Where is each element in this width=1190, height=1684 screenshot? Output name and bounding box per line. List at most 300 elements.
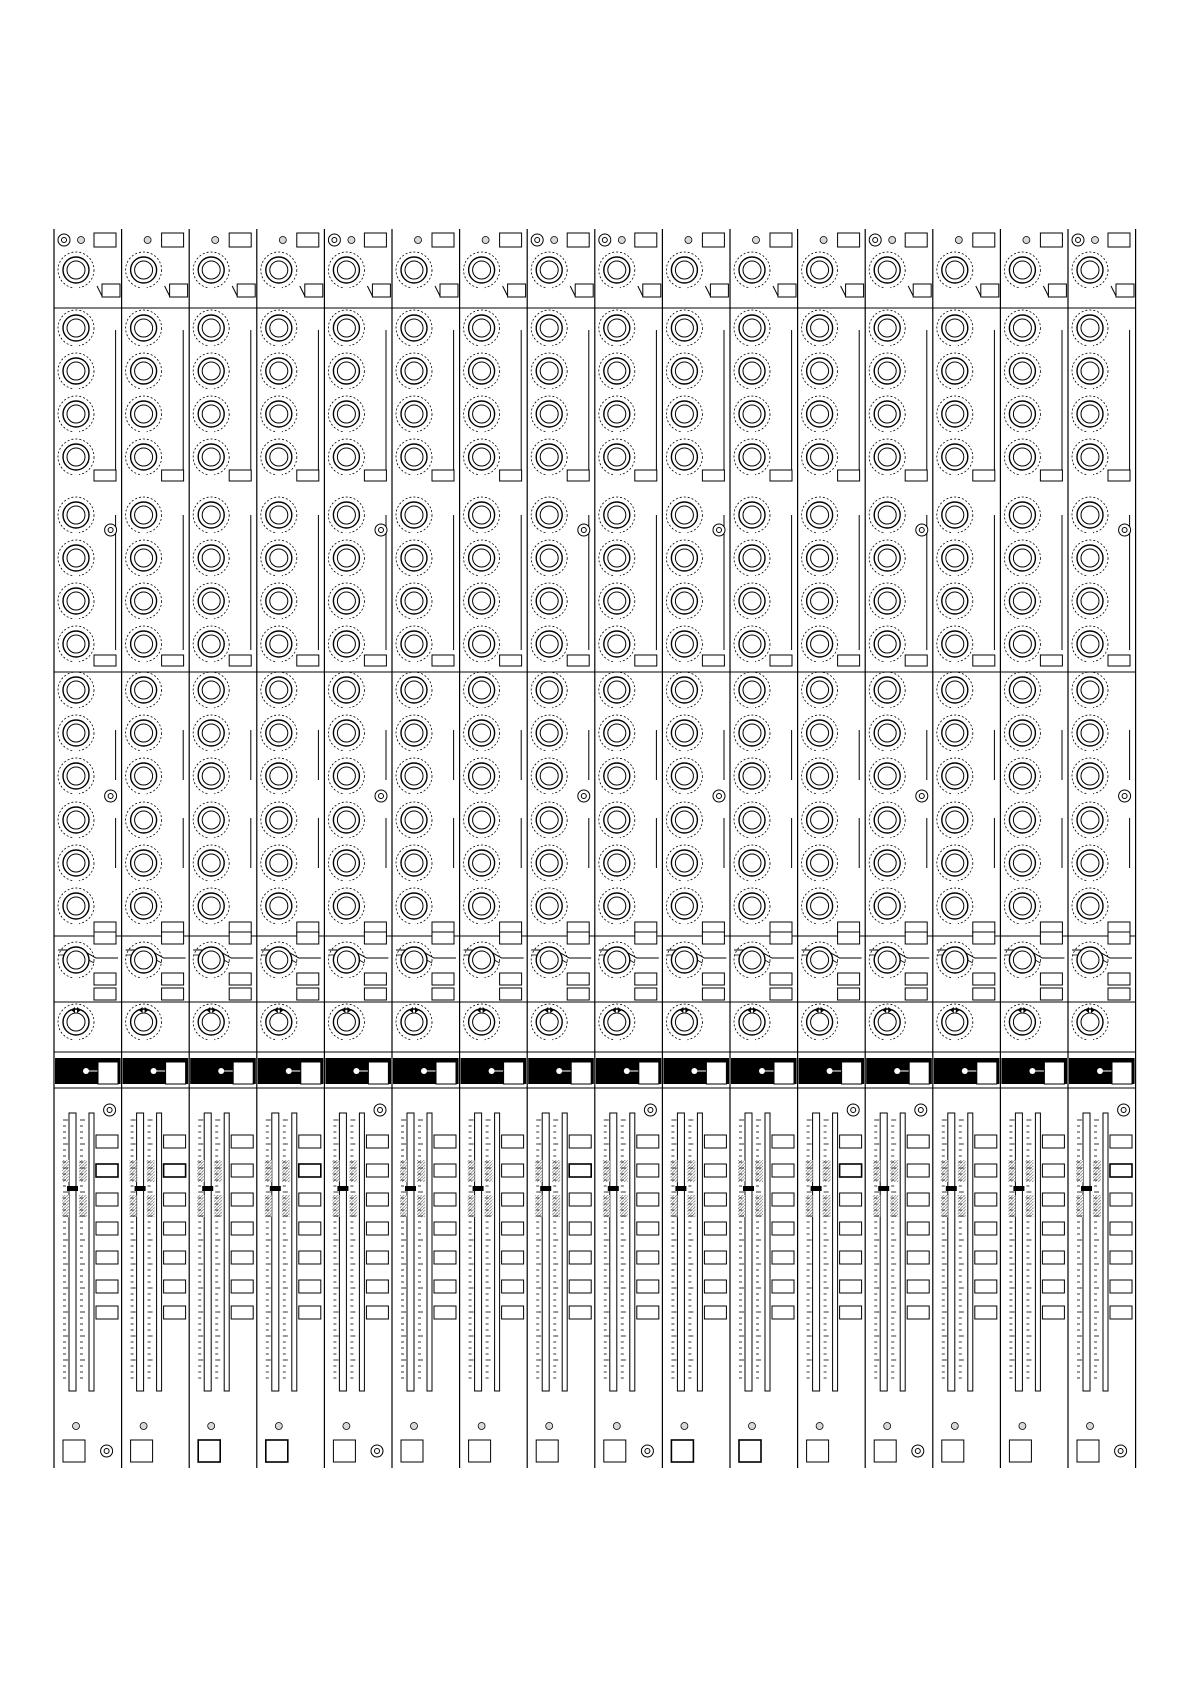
- aux-send-knob-7[interactable]: [666, 583, 702, 622]
- aux-send-knob-5[interactable]: [261, 497, 297, 536]
- strip-button-2[interactable]: [637, 1164, 659, 1177]
- gain-knob[interactable]: [599, 252, 635, 291]
- eq-knob-5[interactable]: [599, 845, 635, 884]
- strip-button-7[interactable]: [704, 1306, 726, 1319]
- aux-send-knob-5[interactable]: [328, 497, 364, 536]
- strip-button-7[interactable]: [1042, 1306, 1064, 1319]
- dyn-button[interactable]: [229, 973, 251, 985]
- aux-pre-button-2[interactable]: [297, 655, 319, 666]
- eq-knob-6[interactable]: [261, 888, 297, 927]
- aux-send-knob-3[interactable]: [869, 396, 905, 435]
- aux-send-knob-4[interactable]: [531, 439, 567, 478]
- aux-send-knob-6[interactable]: [193, 540, 229, 579]
- strip-button-1[interactable]: [366, 1135, 388, 1148]
- eq-knob-2[interactable]: [1072, 715, 1108, 754]
- strip-button-2[interactable]: [772, 1164, 794, 1177]
- aux-send-knob-7[interactable]: [734, 583, 770, 622]
- input-select-button[interactable]: [432, 233, 454, 247]
- strip-button-3[interactable]: [704, 1193, 726, 1206]
- hpf-button[interactable]: [702, 932, 724, 944]
- hpf-button[interactable]: [500, 932, 522, 944]
- eq-knob-1[interactable]: [802, 672, 838, 711]
- routing-assign-button[interactable]: [774, 1062, 794, 1084]
- mute-button[interactable]: [1009, 1440, 1031, 1462]
- eq-knob-6[interactable]: [328, 888, 364, 927]
- fader-cap[interactable]: [1013, 1186, 1024, 1191]
- aux-send-knob-8[interactable]: [464, 626, 500, 665]
- strip-button-4[interactable]: [434, 1222, 456, 1235]
- aux-send-knob-6[interactable]: [869, 540, 905, 579]
- routing-assign-button[interactable]: [706, 1062, 726, 1084]
- strip-button-3[interactable]: [366, 1193, 388, 1206]
- eq-knob-5[interactable]: [464, 845, 500, 884]
- aux-pre-button[interactable]: [1040, 470, 1062, 481]
- strip-button-3[interactable]: [434, 1193, 456, 1206]
- fader-cap[interactable]: [946, 1186, 957, 1191]
- aux-send-knob-7[interactable]: [396, 583, 432, 622]
- phase-button[interactable]: [778, 284, 796, 297]
- eq-knob-3[interactable]: [531, 758, 567, 797]
- strip-button-7[interactable]: [569, 1306, 591, 1319]
- strip-button-5[interactable]: [907, 1251, 929, 1264]
- aux-send-knob-1[interactable]: [1072, 310, 1108, 349]
- hpf-button[interactable]: [162, 932, 184, 944]
- eq-knob-5[interactable]: [126, 845, 162, 884]
- dyn-button[interactable]: [702, 973, 724, 985]
- fader-cap[interactable]: [540, 1186, 551, 1191]
- mute-button[interactable]: [671, 1440, 693, 1462]
- eq-knob-2[interactable]: [531, 715, 567, 754]
- eq-knob-5[interactable]: [261, 845, 297, 884]
- hpf-button[interactable]: [94, 932, 116, 944]
- aux-send-knob-7[interactable]: [193, 583, 229, 622]
- strip-button-3[interactable]: [975, 1193, 997, 1206]
- aux-send-knob-7[interactable]: [869, 583, 905, 622]
- aux-send-knob-6[interactable]: [1004, 540, 1040, 579]
- input-select-button[interactable]: [500, 233, 522, 247]
- eq-knob-3[interactable]: [396, 758, 432, 797]
- routing-assign-button[interactable]: [504, 1062, 524, 1084]
- aux-send-knob-5[interactable]: [396, 497, 432, 536]
- filter-knob[interactable]: [193, 942, 229, 981]
- strip-button-7[interactable]: [975, 1306, 997, 1319]
- aux-send-knob-3[interactable]: [802, 396, 838, 435]
- dyn-button[interactable]: [635, 973, 657, 985]
- eq-knob-5[interactable]: [58, 845, 94, 884]
- pan-knob[interactable]: [464, 1004, 500, 1043]
- eq-knob-5[interactable]: [869, 845, 905, 884]
- hpf-button[interactable]: [297, 932, 319, 944]
- phase-button[interactable]: [1116, 284, 1134, 297]
- phase-button[interactable]: [981, 284, 999, 297]
- aux-send-knob-5[interactable]: [802, 497, 838, 536]
- eq-knob-1[interactable]: [396, 672, 432, 711]
- eq-knob-4[interactable]: [126, 802, 162, 841]
- filter-knob[interactable]: [396, 942, 432, 981]
- eq-knob-2[interactable]: [599, 715, 635, 754]
- aux-send-knob-2[interactable]: [126, 353, 162, 392]
- input-select-button[interactable]: [838, 233, 860, 247]
- aux-send-knob-1[interactable]: [193, 310, 229, 349]
- hpf-button[interactable]: [432, 932, 454, 944]
- routing-assign-button[interactable]: [166, 1062, 186, 1084]
- strip-button-2[interactable]: [231, 1164, 253, 1177]
- strip-button-3[interactable]: [231, 1193, 253, 1206]
- aux-send-knob-4[interactable]: [1004, 439, 1040, 478]
- eq-knob-1[interactable]: [126, 672, 162, 711]
- aux-send-knob-2[interactable]: [802, 353, 838, 392]
- strip-button-7[interactable]: [907, 1306, 929, 1319]
- phase-button[interactable]: [102, 284, 120, 297]
- aux-send-knob-3[interactable]: [58, 396, 94, 435]
- eq-knob-3[interactable]: [58, 758, 94, 797]
- filter-knob[interactable]: [599, 942, 635, 981]
- eq-knob-3[interactable]: [869, 758, 905, 797]
- aux-pre-button-2[interactable]: [432, 655, 454, 666]
- filter-knob[interactable]: [328, 942, 364, 981]
- pan-knob[interactable]: [666, 1004, 702, 1043]
- filter-knob[interactable]: [58, 942, 94, 981]
- filter-knob[interactable]: [869, 942, 905, 981]
- strip-button-6[interactable]: [772, 1280, 794, 1293]
- aux-send-knob-7[interactable]: [58, 583, 94, 622]
- aux-pre-button-2[interactable]: [1040, 655, 1062, 666]
- eq-knob-6[interactable]: [396, 888, 432, 927]
- strip-button-5[interactable]: [434, 1251, 456, 1264]
- eq-knob-2[interactable]: [261, 715, 297, 754]
- gain-knob[interactable]: [328, 252, 364, 291]
- input-select-button[interactable]: [1108, 233, 1130, 247]
- aux-send-knob-4[interactable]: [58, 439, 94, 478]
- eq-knob-4[interactable]: [734, 802, 770, 841]
- hpf-button[interactable]: [567, 932, 589, 944]
- strip-button-4[interactable]: [637, 1222, 659, 1235]
- aux-send-knob-4[interactable]: [937, 439, 973, 478]
- aux-pre-button-2[interactable]: [500, 655, 522, 666]
- filter-knob[interactable]: [802, 942, 838, 981]
- aux-pre-button[interactable]: [162, 470, 184, 481]
- eq-knob-1[interactable]: [1004, 672, 1040, 711]
- strip-button-4[interactable]: [299, 1222, 321, 1235]
- hpf-button[interactable]: [635, 932, 657, 944]
- eq-knob-2[interactable]: [126, 715, 162, 754]
- eq-knob-6[interactable]: [666, 888, 702, 927]
- eq-knob-2[interactable]: [734, 715, 770, 754]
- aux-send-knob-3[interactable]: [531, 396, 567, 435]
- gain-knob[interactable]: [531, 252, 567, 291]
- phase-button[interactable]: [575, 284, 593, 297]
- phase-button[interactable]: [846, 284, 864, 297]
- aux-send-knob-7[interactable]: [126, 583, 162, 622]
- aux-send-knob-2[interactable]: [531, 353, 567, 392]
- fader-cap[interactable]: [270, 1186, 281, 1191]
- strip-button-7[interactable]: [164, 1306, 186, 1319]
- eq-knob-1[interactable]: [1072, 672, 1108, 711]
- dyn-link-button[interactable]: [94, 988, 116, 1000]
- strip-button-5[interactable]: [1110, 1251, 1132, 1264]
- strip-button-2[interactable]: [366, 1164, 388, 1177]
- gain-knob[interactable]: [1004, 252, 1040, 291]
- aux-send-knob-3[interactable]: [1072, 396, 1108, 435]
- aux-send-knob-2[interactable]: [666, 353, 702, 392]
- mute-button[interactable]: [536, 1440, 558, 1462]
- phase-button[interactable]: [372, 284, 390, 297]
- strip-button-6[interactable]: [840, 1280, 862, 1293]
- strip-button-4[interactable]: [840, 1222, 862, 1235]
- aux-send-knob-4[interactable]: [734, 439, 770, 478]
- aux-send-knob-6[interactable]: [464, 540, 500, 579]
- dyn-button[interactable]: [973, 973, 995, 985]
- eq-in-button[interactable]: [635, 922, 657, 933]
- fader-cap[interactable]: [405, 1186, 416, 1191]
- strip-button-6[interactable]: [1110, 1280, 1132, 1293]
- eq-knob-3[interactable]: [193, 758, 229, 797]
- mute-button[interactable]: [807, 1440, 829, 1462]
- aux-pre-button[interactable]: [838, 470, 860, 481]
- aux-send-knob-1[interactable]: [328, 310, 364, 349]
- aux-send-knob-2[interactable]: [261, 353, 297, 392]
- pan-knob[interactable]: [734, 1004, 770, 1043]
- eq-in-button[interactable]: [838, 922, 860, 933]
- filter-knob[interactable]: [937, 942, 973, 981]
- filter-knob[interactable]: [126, 942, 162, 981]
- aux-pre-button[interactable]: [500, 470, 522, 481]
- eq-knob-1[interactable]: [869, 672, 905, 711]
- strip-button-3[interactable]: [1042, 1193, 1064, 1206]
- aux-pre-button-2[interactable]: [229, 655, 251, 666]
- fader-cap[interactable]: [1081, 1186, 1092, 1191]
- fader-cap[interactable]: [811, 1186, 822, 1191]
- dyn-link-button[interactable]: [297, 988, 319, 1000]
- routing-assign-button[interactable]: [436, 1062, 456, 1084]
- pan-knob[interactable]: [802, 1004, 838, 1043]
- eq-in-button[interactable]: [770, 922, 792, 933]
- aux-send-knob-4[interactable]: [599, 439, 635, 478]
- eq-knob-3[interactable]: [802, 758, 838, 797]
- aux-send-knob-6[interactable]: [734, 540, 770, 579]
- eq-in-button[interactable]: [162, 922, 184, 933]
- strip-button-7[interactable]: [231, 1306, 253, 1319]
- mute-button[interactable]: [604, 1440, 626, 1462]
- pan-knob[interactable]: [1072, 1004, 1108, 1043]
- aux-send-knob-5[interactable]: [869, 497, 905, 536]
- aux-send-knob-1[interactable]: [599, 310, 635, 349]
- strip-button-6[interactable]: [299, 1280, 321, 1293]
- eq-knob-4[interactable]: [869, 802, 905, 841]
- dyn-button[interactable]: [1108, 973, 1130, 985]
- aux-pre-button-2[interactable]: [162, 655, 184, 666]
- strip-button-6[interactable]: [366, 1280, 388, 1293]
- eq-knob-2[interactable]: [396, 715, 432, 754]
- input-select-button[interactable]: [905, 233, 927, 247]
- strip-button-1[interactable]: [96, 1135, 118, 1148]
- strip-button-7[interactable]: [434, 1306, 456, 1319]
- eq-knob-3[interactable]: [734, 758, 770, 797]
- aux-send-knob-4[interactable]: [261, 439, 297, 478]
- strip-button-1[interactable]: [907, 1135, 929, 1148]
- input-select-button[interactable]: [94, 233, 116, 247]
- aux-send-knob-6[interactable]: [599, 540, 635, 579]
- dyn-link-button[interactable]: [702, 988, 724, 1000]
- eq-knob-3[interactable]: [599, 758, 635, 797]
- aux-pre-button[interactable]: [702, 470, 724, 481]
- phase-button[interactable]: [913, 284, 931, 297]
- strip-button-3[interactable]: [164, 1193, 186, 1206]
- gain-knob[interactable]: [802, 252, 838, 291]
- routing-assign-button[interactable]: [233, 1062, 253, 1084]
- eq-knob-1[interactable]: [193, 672, 229, 711]
- eq-in-button[interactable]: [1040, 922, 1062, 933]
- strip-button-2[interactable]: [907, 1164, 929, 1177]
- aux-pre-button[interactable]: [1108, 470, 1130, 481]
- gain-knob[interactable]: [396, 252, 432, 291]
- eq-knob-1[interactable]: [328, 672, 364, 711]
- eq-in-button[interactable]: [702, 922, 724, 933]
- aux-send-knob-3[interactable]: [734, 396, 770, 435]
- routing-assign-button[interactable]: [1112, 1062, 1132, 1084]
- aux-send-knob-6[interactable]: [126, 540, 162, 579]
- aux-send-knob-3[interactable]: [666, 396, 702, 435]
- strip-button-5[interactable]: [704, 1251, 726, 1264]
- dyn-link-button[interactable]: [364, 988, 386, 1000]
- mute-button[interactable]: [401, 1440, 423, 1462]
- aux-send-knob-2[interactable]: [396, 353, 432, 392]
- pan-knob[interactable]: [531, 1004, 567, 1043]
- aux-send-knob-6[interactable]: [937, 540, 973, 579]
- hpf-button[interactable]: [229, 932, 251, 944]
- eq-in-button[interactable]: [500, 922, 522, 933]
- eq-knob-4[interactable]: [666, 802, 702, 841]
- aux-send-knob-6[interactable]: [58, 540, 94, 579]
- aux-send-knob-1[interactable]: [396, 310, 432, 349]
- aux-pre-button[interactable]: [364, 470, 386, 481]
- aux-send-knob-5[interactable]: [666, 497, 702, 536]
- eq-knob-2[interactable]: [1004, 715, 1040, 754]
- pan-knob[interactable]: [869, 1004, 905, 1043]
- eq-knob-2[interactable]: [464, 715, 500, 754]
- eq-knob-6[interactable]: [1072, 888, 1108, 927]
- eq-knob-4[interactable]: [1072, 802, 1108, 841]
- aux-send-knob-5[interactable]: [599, 497, 635, 536]
- pan-knob[interactable]: [599, 1004, 635, 1043]
- aux-send-knob-1[interactable]: [802, 310, 838, 349]
- input-select-button[interactable]: [1040, 233, 1062, 247]
- eq-knob-5[interactable]: [1072, 845, 1108, 884]
- aux-send-knob-3[interactable]: [396, 396, 432, 435]
- aux-send-knob-8[interactable]: [937, 626, 973, 665]
- eq-knob-3[interactable]: [328, 758, 364, 797]
- aux-pre-button[interactable]: [770, 470, 792, 481]
- dyn-button[interactable]: [94, 973, 116, 985]
- aux-send-knob-2[interactable]: [599, 353, 635, 392]
- aux-send-knob-2[interactable]: [193, 353, 229, 392]
- strip-button-6[interactable]: [164, 1280, 186, 1293]
- aux-send-knob-8[interactable]: [734, 626, 770, 665]
- dyn-button[interactable]: [905, 973, 927, 985]
- eq-in-button[interactable]: [567, 922, 589, 933]
- gain-knob[interactable]: [261, 252, 297, 291]
- strip-button-5[interactable]: [96, 1251, 118, 1264]
- strip-button-2[interactable]: [1042, 1164, 1064, 1177]
- dyn-button[interactable]: [1040, 973, 1062, 985]
- eq-knob-1[interactable]: [261, 672, 297, 711]
- aux-pre-button[interactable]: [905, 470, 927, 481]
- eq-knob-4[interactable]: [396, 802, 432, 841]
- strip-button-5[interactable]: [164, 1251, 186, 1264]
- strip-button-3[interactable]: [840, 1193, 862, 1206]
- strip-button-6[interactable]: [96, 1280, 118, 1293]
- aux-send-knob-2[interactable]: [734, 353, 770, 392]
- eq-knob-4[interactable]: [464, 802, 500, 841]
- aux-send-knob-8[interactable]: [531, 626, 567, 665]
- strip-button-2[interactable]: [299, 1164, 321, 1177]
- eq-knob-4[interactable]: [58, 802, 94, 841]
- eq-knob-6[interactable]: [869, 888, 905, 927]
- dyn-link-button[interactable]: [500, 988, 522, 1000]
- input-select-button[interactable]: [229, 233, 251, 247]
- hpf-button[interactable]: [1040, 932, 1062, 944]
- aux-send-knob-1[interactable]: [464, 310, 500, 349]
- input-select-button[interactable]: [297, 233, 319, 247]
- filter-knob[interactable]: [464, 942, 500, 981]
- eq-in-button[interactable]: [1108, 922, 1130, 933]
- aux-send-knob-7[interactable]: [599, 583, 635, 622]
- eq-in-button[interactable]: [432, 922, 454, 933]
- eq-in-button[interactable]: [229, 922, 251, 933]
- strip-button-6[interactable]: [231, 1280, 253, 1293]
- strip-button-3[interactable]: [299, 1193, 321, 1206]
- filter-knob[interactable]: [1072, 942, 1108, 981]
- gain-knob[interactable]: [464, 252, 500, 291]
- aux-send-knob-3[interactable]: [328, 396, 364, 435]
- aux-send-knob-5[interactable]: [1072, 497, 1108, 536]
- aux-send-knob-6[interactable]: [396, 540, 432, 579]
- strip-button-4[interactable]: [907, 1222, 929, 1235]
- aux-send-knob-8[interactable]: [58, 626, 94, 665]
- strip-button-4[interactable]: [975, 1222, 997, 1235]
- aux-send-knob-8[interactable]: [193, 626, 229, 665]
- phase-button[interactable]: [508, 284, 526, 297]
- eq-in-button[interactable]: [297, 922, 319, 933]
- strip-button-5[interactable]: [840, 1251, 862, 1264]
- aux-send-knob-7[interactable]: [464, 583, 500, 622]
- fader-cap[interactable]: [67, 1186, 78, 1191]
- aux-send-knob-3[interactable]: [1004, 396, 1040, 435]
- mute-button[interactable]: [874, 1440, 896, 1462]
- aux-send-knob-8[interactable]: [126, 626, 162, 665]
- aux-send-knob-6[interactable]: [531, 540, 567, 579]
- routing-assign-button[interactable]: [98, 1062, 118, 1084]
- aux-send-knob-4[interactable]: [126, 439, 162, 478]
- eq-knob-6[interactable]: [1004, 888, 1040, 927]
- dyn-link-button[interactable]: [162, 988, 184, 1000]
- strip-button-4[interactable]: [96, 1222, 118, 1235]
- dyn-button[interactable]: [364, 973, 386, 985]
- aux-send-knob-8[interactable]: [802, 626, 838, 665]
- strip-button-4[interactable]: [569, 1222, 591, 1235]
- strip-button-1[interactable]: [299, 1135, 321, 1148]
- gain-knob[interactable]: [734, 252, 770, 291]
- aux-send-knob-5[interactable]: [1004, 497, 1040, 536]
- aux-pre-button[interactable]: [94, 470, 116, 481]
- aux-send-knob-1[interactable]: [734, 310, 770, 349]
- aux-pre-button[interactable]: [432, 470, 454, 481]
- eq-knob-3[interactable]: [261, 758, 297, 797]
- strip-button-2[interactable]: [96, 1164, 118, 1177]
- strip-button-7[interactable]: [772, 1306, 794, 1319]
- eq-knob-4[interactable]: [531, 802, 567, 841]
- aux-send-knob-1[interactable]: [261, 310, 297, 349]
